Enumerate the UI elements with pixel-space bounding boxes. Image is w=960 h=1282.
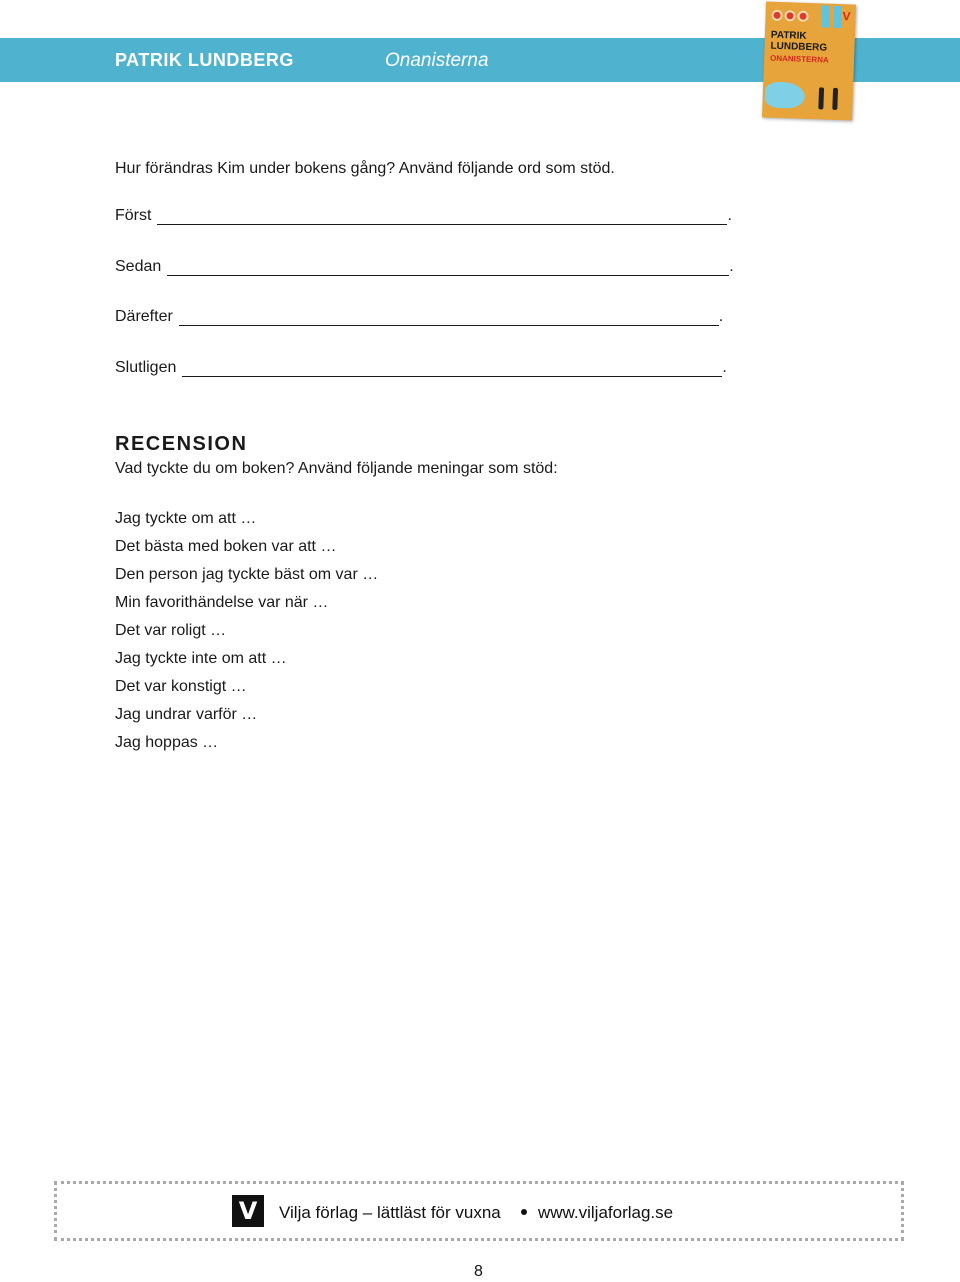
exercise-question: Hur förändras Kim under bokens gång? Använd följande ord som stöd. [115,160,615,177]
fill-row-slutligen [115,359,727,377]
list-item: Jag undrar varför … [115,706,258,723]
list-item: Jag tyckte inte om att … [115,650,287,667]
cover-splash [764,81,805,108]
footer-url-link[interactable]: www.viljaforlag.se [538,1203,674,1222]
answer-line[interactable] [182,362,722,377]
list-item: Det bästa med boken var att … [115,538,337,555]
header-book-title: Onanisterna [385,50,489,71]
page-number: 8 [474,1263,483,1280]
list-item: Jag hoppas … [115,734,219,751]
cover-author: PATRIK LUNDBERG [770,29,828,54]
list-item: Det var konstigt … [115,678,247,695]
list-item: Det var roligt … [115,622,227,639]
fill-row-period: . [729,258,734,275]
cover-figure [818,87,824,109]
cover-figure [832,88,838,110]
header-author: PATRIK LUNDBERG [115,50,294,70]
fill-row-label: Slutligen [115,359,177,376]
fill-row-label: Först [115,207,152,224]
sentence-starters-list [115,505,378,757]
book-cover-image [762,1,856,120]
fill-row-sedan [115,258,734,276]
list-item: Jag tyckte om att … [115,510,257,527]
fill-row-period: . [722,359,727,376]
cover-exclamation-mark [821,5,830,27]
list-item: Den person jag tyckte bäst om var … [115,566,379,583]
fill-row-period: . [727,207,732,224]
fill-row-darefter [115,308,723,326]
cover-title: ONANISTERNA [769,53,829,65]
fill-row-label: Sedan [115,258,162,275]
cover-publisher-mark: V [842,9,851,24]
fill-row-label: Därefter [115,308,173,325]
vilja-logo-icon: V [232,1195,264,1227]
review-prompt: Vad tyckte du om boken? Använd följande meningar som stöd: [115,460,558,477]
section-heading-recension: RECENSION [115,433,248,455]
bullet-icon [521,1209,527,1215]
footer-publisher-text: Vilja förlag – lättläst för vuxna [279,1203,501,1222]
fill-row-period: . [718,308,724,325]
cover-dots [771,10,808,22]
fill-row-forst [115,207,732,225]
answer-line[interactable] [167,261,729,276]
answer-line[interactable] [179,311,719,326]
answer-line[interactable] [157,210,727,225]
list-item: Min favorithändelse var när … [115,594,329,611]
cover-exclamation-mark [833,6,842,28]
